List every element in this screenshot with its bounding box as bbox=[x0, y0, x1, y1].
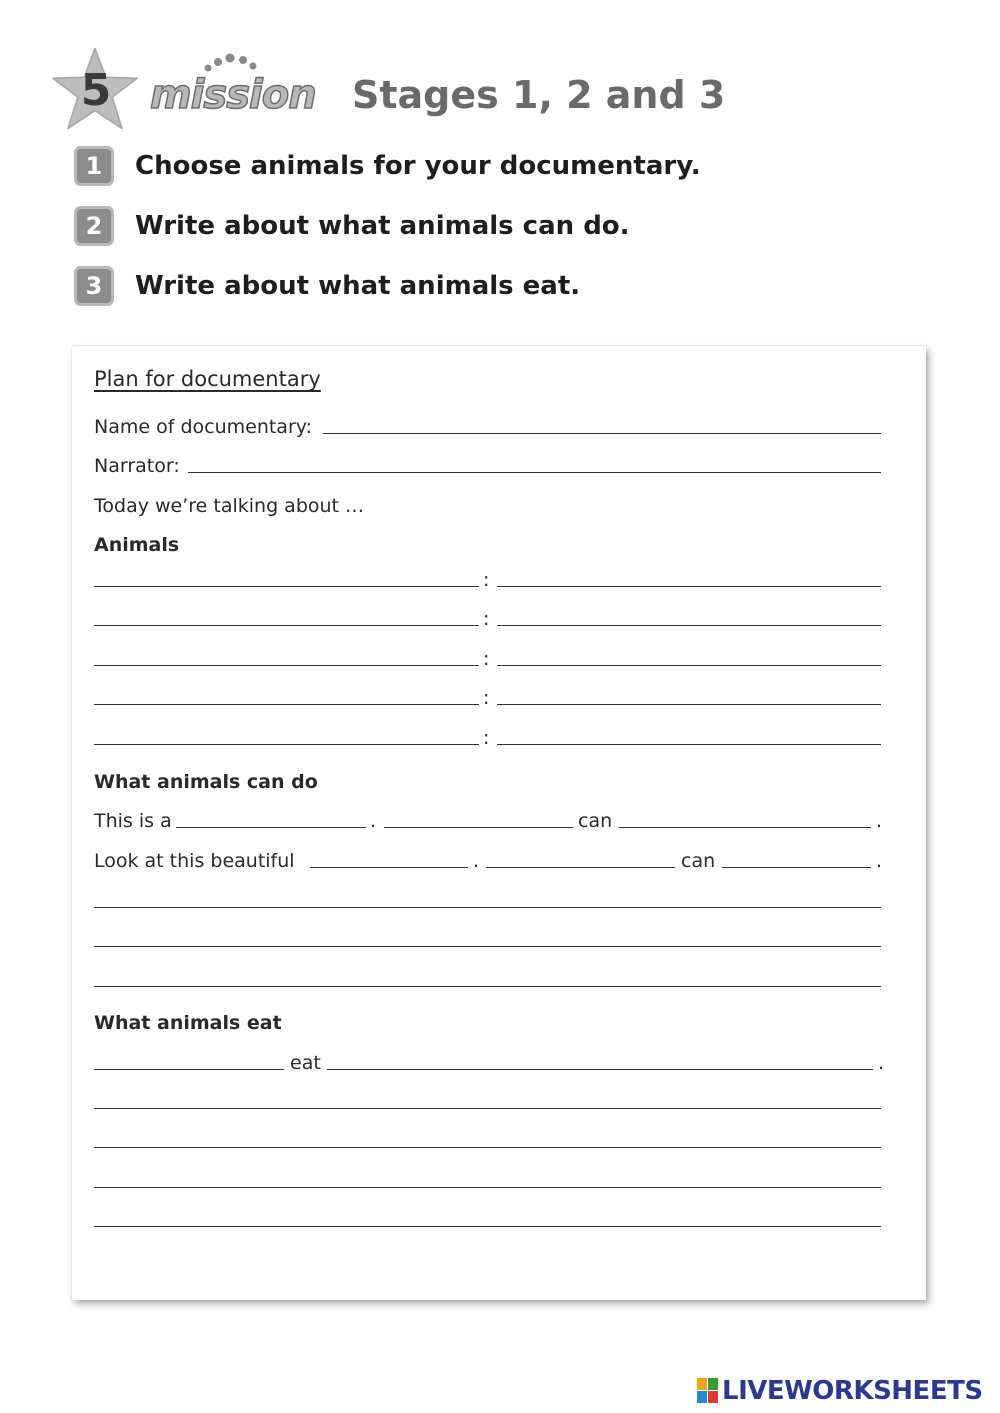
eat-writing-line[interactable] bbox=[94, 1108, 881, 1109]
animal-name-line[interactable] bbox=[94, 744, 479, 745]
animal-name-line[interactable] bbox=[94, 665, 479, 666]
animal-name-line[interactable] bbox=[94, 586, 479, 587]
liveworksheets-logo-icon bbox=[697, 1378, 719, 1404]
liveworksheets-brand[interactable]: LIVEWORKSHEETS bbox=[722, 1376, 983, 1406]
can-do-writing-line[interactable] bbox=[94, 907, 881, 908]
eat-animal-line[interactable] bbox=[94, 1069, 284, 1070]
step-3-badge: 3 bbox=[74, 266, 114, 306]
step-3-text: Write about what animals eat. bbox=[135, 271, 581, 301]
eat-writing-line[interactable] bbox=[94, 1226, 881, 1227]
sentence1-subject-line[interactable] bbox=[384, 827, 573, 828]
sentence1-start: This is a bbox=[94, 810, 172, 832]
can-do-writing-line[interactable] bbox=[94, 946, 881, 947]
animal-detail-line[interactable] bbox=[497, 704, 881, 705]
animal-separator: : bbox=[483, 569, 490, 591]
animal-name-line[interactable] bbox=[94, 625, 479, 626]
sentence2-start: Look at this beautiful bbox=[94, 850, 295, 872]
can-do-writing-line[interactable] bbox=[94, 986, 881, 987]
animals-heading: Animals bbox=[94, 534, 180, 556]
step-1-text: Choose animals for your documentary. bbox=[135, 151, 701, 181]
step-2-badge: 2 bbox=[74, 206, 114, 246]
animal-detail-line[interactable] bbox=[497, 744, 881, 745]
narrator-answer-line[interactable] bbox=[188, 472, 881, 473]
animal-separator: : bbox=[483, 727, 490, 749]
sentence1-can: can bbox=[578, 810, 613, 832]
sentence2-ability-line[interactable] bbox=[722, 867, 871, 868]
unit-number: 5 bbox=[80, 65, 112, 116]
plan-heading: Plan for documentary bbox=[94, 367, 321, 391]
eat-writing-line[interactable] bbox=[94, 1147, 881, 1148]
sentence2-can: can bbox=[681, 850, 716, 872]
sentence1-animal-line[interactable] bbox=[176, 827, 366, 828]
animal-name-line[interactable] bbox=[94, 704, 479, 705]
animal-separator: : bbox=[483, 687, 490, 709]
plan-worksheet-box bbox=[72, 346, 926, 1300]
name-label: Name of documentary: bbox=[94, 416, 313, 438]
sentence2-dot: . bbox=[473, 850, 480, 872]
name-answer-line[interactable] bbox=[323, 433, 881, 434]
animal-separator: : bbox=[483, 648, 490, 670]
eat-word: eat bbox=[290, 1052, 321, 1074]
mission-logo: mission bbox=[150, 72, 316, 118]
page-title: Stages 1, 2 and 3 bbox=[352, 73, 726, 117]
sentence2-animal-line[interactable] bbox=[310, 867, 468, 868]
sentence1-end: . bbox=[876, 810, 883, 832]
step-1-badge: 1 bbox=[74, 146, 114, 186]
sentence1-dot: . bbox=[370, 810, 377, 832]
eat-end: . bbox=[878, 1052, 885, 1074]
animal-separator: : bbox=[483, 608, 490, 630]
intro-text: Today we’re talking about … bbox=[94, 495, 365, 517]
eat-food-line[interactable] bbox=[327, 1069, 873, 1070]
sentence2-subject-line[interactable] bbox=[486, 867, 675, 868]
animal-detail-line[interactable] bbox=[497, 586, 881, 587]
narrator-label: Narrator: bbox=[94, 455, 180, 477]
animal-detail-line[interactable] bbox=[497, 665, 881, 666]
step-2-text: Write about what animals can do. bbox=[135, 211, 630, 241]
eat-heading: What animals eat bbox=[94, 1012, 282, 1034]
eat-writing-line[interactable] bbox=[94, 1187, 881, 1188]
can-do-heading: What animals can do bbox=[94, 771, 318, 793]
sentence1-ability-line[interactable] bbox=[619, 827, 871, 828]
sentence2-end: . bbox=[876, 850, 883, 872]
animal-detail-line[interactable] bbox=[497, 625, 881, 626]
